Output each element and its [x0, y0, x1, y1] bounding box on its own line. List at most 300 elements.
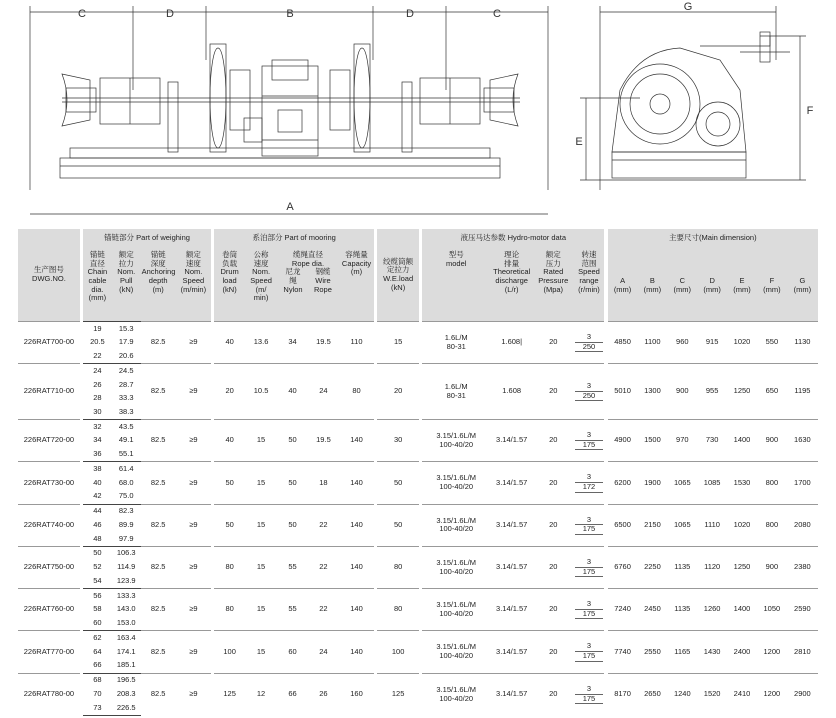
cell-nylon: 50: [277, 462, 308, 504]
speed-range-min: 3: [575, 685, 604, 695]
header-dim-e: E (mm): [727, 247, 757, 322]
cell-dim-f: 800: [757, 504, 787, 546]
cell-anchoring-depth: 82.5: [141, 322, 176, 364]
cell-nom-pull: 15.3: [112, 322, 141, 336]
cell-dim-g: 2810: [787, 631, 818, 673]
cell-dim-g: 1630: [787, 420, 818, 462]
dim-label-d-right: D: [406, 8, 414, 20]
cell-nom-speed-weighing: ≥9: [176, 673, 211, 715]
cell-nom-pull: 97.9: [112, 532, 141, 546]
cell-nom-speed-weighing: ≥9: [176, 589, 211, 631]
cell-nom-pull: 38.3: [112, 405, 141, 419]
cell-hm-model: 3.15/1.6L/M 100-40/20: [422, 673, 490, 715]
cell-nom-speed-mooring: 15: [245, 631, 277, 673]
cell-drum-load: 50: [214, 504, 245, 546]
cell-chain-dia: 28: [93, 393, 102, 403]
cell-dim-f: 1200: [757, 673, 787, 715]
cell-wire-rope: 19.5: [308, 420, 339, 462]
cell-nom-speed-weighing: ≥9: [176, 546, 211, 588]
cell-dim-g: 1700: [787, 462, 818, 504]
cell-dim-b: 2550: [638, 631, 668, 673]
cell-nom-pull: 82.3: [112, 504, 141, 518]
cell-speed-range: [574, 420, 605, 462]
cell-model: 226RAT700-00: [18, 322, 80, 364]
cell-speed-range: [574, 322, 605, 364]
cell-model: 226RAT710-00: [18, 364, 80, 420]
cell-pressure: 20: [533, 420, 574, 462]
cell-dim-d: 955: [697, 364, 727, 420]
speed-range-max: 175: [575, 441, 604, 451]
cell-wire-rope: 22: [308, 546, 339, 588]
cell-model: 226RAT720-00: [18, 420, 80, 462]
cell-nom-pull: 123.9: [112, 574, 141, 588]
cell-nom-speed-weighing: ≥9: [176, 504, 211, 546]
cell-dim-b: 1500: [638, 420, 668, 462]
cell-nom-speed-mooring: 15: [245, 462, 277, 504]
cell-chain-dia: 62: [83, 631, 112, 645]
cell-dim-a: 4850: [608, 322, 638, 364]
cell-chain-dia: 68: [83, 673, 112, 687]
speed-range-min: 3: [575, 333, 604, 343]
cell-model: 226RAT780-00: [18, 673, 80, 715]
cell-dim-f: 1050: [757, 589, 787, 631]
cell-nom-pull: 174.1: [116, 646, 136, 656]
cell-discharge: 1.608: [490, 364, 533, 420]
cell-drum-load: 50: [214, 462, 245, 504]
cell-dim-e: 1400: [727, 589, 757, 631]
cell-hm-model: 3.15/1.6L/M 100-40/20: [422, 420, 490, 462]
cell-nom-pull: 75.0: [112, 490, 141, 504]
cell-discharge: 3.14/1.57: [490, 673, 533, 715]
speed-range-max: 172: [575, 483, 604, 493]
cell-dim-e: 1530: [727, 462, 757, 504]
cell-nom-pull: 89.9: [118, 519, 134, 529]
cell-nom-pull: 114.9: [117, 562, 136, 572]
cell-nom-pull: 196.5: [112, 673, 141, 687]
cell-dim-f: 1200: [757, 631, 787, 673]
cell-model: 226RAT760-00: [18, 589, 80, 631]
cell-dim-c: 1065: [667, 504, 697, 546]
cell-dim-d: 1120: [697, 546, 727, 588]
cell-chain-dia: 34: [93, 435, 102, 445]
header-weighing-group: 锚链部分 Part of weighing: [83, 229, 211, 247]
cell-chain-dia: 40: [93, 477, 102, 487]
cell-model: 226RAT750-00: [18, 546, 80, 588]
cell-dim-c: 1065: [667, 462, 697, 504]
header-dim-c: C (mm): [667, 247, 697, 322]
cell-pressure: 20: [533, 322, 574, 364]
cell-wire-rope: 22: [308, 504, 339, 546]
cell-dim-a: 6500: [608, 504, 638, 546]
header-dim-b: B (mm): [638, 247, 668, 322]
header-nom-pull: 额定 拉力 Nom. Pull (kN): [112, 247, 141, 322]
cell-capacity: 140: [339, 546, 374, 588]
dim-label-g: G: [683, 1, 693, 13]
table-row: [18, 364, 818, 378]
dim-label-d-left: D: [166, 8, 174, 20]
cell-pressure: 20: [533, 546, 574, 588]
cell-dim-d: 730: [697, 420, 727, 462]
cell-chain-dia: 44: [83, 504, 112, 518]
cell-dim-e: 1020: [727, 504, 757, 546]
cell-chain-dia: 42: [83, 490, 112, 504]
cell-nylon: 60: [277, 631, 308, 673]
header-chain-dia: 锚链 直径 Chain cable dia. (mm): [83, 247, 112, 322]
cell-nom-pull: 153.0: [112, 617, 141, 631]
windlass-technical-drawing: [0, 0, 836, 228]
header-speed-range: 转速 范围 Speed range (r/min): [574, 247, 605, 322]
cell-dim-g: 2080: [787, 504, 818, 546]
cell-pressure: 20: [533, 673, 574, 715]
cell-discharge: 3.14/1.57: [490, 462, 533, 504]
cell-dim-a: 6200: [608, 462, 638, 504]
cell-dim-c: 960: [667, 322, 697, 364]
cell-model: 226RAT770-00: [18, 631, 80, 673]
table-row: [18, 420, 818, 434]
table-row: [18, 322, 818, 336]
cell-speed-range: [574, 504, 605, 546]
cell-drum-load: 80: [214, 589, 245, 631]
cell-nom-pull: 55.1: [112, 448, 141, 462]
dim-label-a: A: [286, 201, 294, 213]
cell-drum-load: 20: [214, 364, 245, 420]
windlass-spec-table: [18, 229, 818, 716]
cell-chain-dia: 36: [83, 448, 112, 462]
cell-wire-rope: 26: [308, 673, 339, 715]
dim-label-b: B: [286, 8, 294, 20]
cell-nom-speed-mooring: 15: [245, 504, 277, 546]
cell-wire-rope: 22: [308, 589, 339, 631]
dim-label-c-left: C: [78, 8, 86, 20]
cell-wire-rope: 18: [308, 462, 339, 504]
cell-nom-pull: 68.0: [118, 477, 134, 487]
cell-chain-dia: 46: [93, 519, 102, 529]
table-row: [18, 462, 818, 476]
cell-nom-pull: 17.9: [118, 337, 134, 347]
cell-nom-pull: 133.3: [112, 589, 141, 603]
cell-hm-model: 3.15/1.6L/M 100-40/20: [422, 631, 490, 673]
cell-nom-speed-mooring: 15: [245, 420, 277, 462]
cell-anchoring-depth: 82.5: [141, 546, 176, 588]
speed-range-min: 3: [575, 516, 604, 526]
speed-range-min: 3: [575, 600, 604, 610]
cell-nylon: 50: [277, 420, 308, 462]
speed-range-min: 3: [575, 642, 604, 652]
speed-range-min: 3: [575, 431, 604, 441]
cell-chain-dia: 66: [83, 659, 112, 673]
cell-dim-c: 970: [667, 420, 697, 462]
cell-discharge: 3.14/1.57: [490, 420, 533, 462]
cell-discharge: 1.608|: [490, 322, 533, 364]
spec-table-body: [18, 322, 818, 716]
speed-range-max: 175: [575, 525, 604, 535]
header-dim-g: G (mm): [787, 247, 818, 322]
cell-speed-range: [574, 589, 605, 631]
cell-dim-f: 550: [757, 322, 787, 364]
cell-discharge: 3.14/1.57: [490, 546, 533, 588]
cell-nom-pull: 28.7: [118, 379, 134, 389]
cell-dim-e: 1020: [727, 322, 757, 364]
cell-dim-g: 2590: [787, 589, 818, 631]
cell-nom-speed-mooring: 13.6: [245, 322, 277, 364]
header-discharge: 理论 排量 Theoretical discharge (L/r): [490, 247, 533, 322]
speed-range-max: 175: [575, 610, 604, 620]
cell-wire-rope: 24: [308, 364, 339, 420]
cell-capacity: 80: [339, 364, 374, 420]
cell-discharge: 3.14/1.57: [490, 589, 533, 631]
cell-we-load: 100: [377, 631, 419, 673]
cell-dim-f: 900: [757, 546, 787, 588]
cell-dim-b: 1900: [638, 462, 668, 504]
cell-drum-load: 40: [214, 420, 245, 462]
cell-dim-b: 2250: [638, 546, 668, 588]
speed-range-min: 3: [575, 382, 604, 392]
cell-we-load: 80: [377, 546, 419, 588]
cell-capacity: 140: [339, 589, 374, 631]
cell-nom-pull: 185.1: [112, 659, 141, 673]
cell-nom-speed-mooring: 10.5: [245, 364, 277, 420]
cell-pressure: 20: [533, 504, 574, 546]
cell-discharge: 3.14/1.57: [490, 504, 533, 546]
cell-chain-dia: 50: [83, 546, 112, 560]
cell-dim-g: 1195: [787, 364, 818, 420]
table-row: [18, 504, 818, 518]
speed-range-min: 3: [575, 558, 604, 568]
cell-pressure: 20: [533, 462, 574, 504]
cell-drum-load: 125: [214, 673, 245, 715]
cell-model: 226RAT730-00: [18, 462, 80, 504]
cell-dim-e: 1250: [727, 364, 757, 420]
cell-drum-load: 100: [214, 631, 245, 673]
cell-dim-d: 1110: [697, 504, 727, 546]
cell-we-load: 15: [377, 322, 419, 364]
cell-drum-load: 40: [214, 322, 245, 364]
cell-nom-speed-weighing: ≥9: [176, 420, 211, 462]
cell-nom-pull: 24.5: [112, 364, 141, 378]
cell-chain-dia: 52: [93, 562, 102, 572]
header-model: 生产图号 DWG.NO.: [18, 229, 80, 322]
cell-dim-a: 4900: [608, 420, 638, 462]
cell-we-load: 30: [377, 420, 419, 462]
speed-range-max: 175: [575, 652, 604, 662]
cell-we-load: 50: [377, 462, 419, 504]
speed-range-max: 175: [575, 695, 604, 705]
cell-dim-a: 6760: [608, 546, 638, 588]
cell-speed-range: [574, 631, 605, 673]
cell-speed-range: [574, 546, 605, 588]
cell-chain-dia: 58: [93, 604, 102, 614]
cell-we-load: 50: [377, 504, 419, 546]
dim-label-c-right: C: [493, 8, 501, 20]
cell-chain-dia: 20.5: [90, 337, 105, 347]
table-row: [18, 631, 818, 645]
cell-wire-rope: 19.5: [308, 322, 339, 364]
cell-nylon: 50: [277, 504, 308, 546]
cell-pressure: 20: [533, 364, 574, 420]
cell-dim-a: 8170: [608, 673, 638, 715]
header-rope-dia: [277, 247, 339, 322]
table-row: [18, 546, 818, 560]
cell-dim-g: 2380: [787, 546, 818, 588]
header-mooring-group: 系泊部分 Part of mooring: [214, 229, 374, 247]
cell-dim-a: 7240: [608, 589, 638, 631]
cell-nom-speed-mooring: 15: [245, 589, 277, 631]
cell-dim-e: 2400: [727, 631, 757, 673]
cell-hm-model: 1.6L/M 80-31: [422, 322, 490, 364]
cell-speed-range: [574, 673, 605, 715]
cell-we-load: 80: [377, 589, 419, 631]
header-nylon: 尼龙 绳 Nylon: [283, 267, 303, 294]
cell-chain-dia: 70: [93, 688, 102, 698]
cell-anchoring-depth: 82.5: [141, 420, 176, 462]
cell-chain-dia: 19: [83, 322, 112, 336]
cell-capacity: 110: [339, 322, 374, 364]
cell-nylon: 55: [277, 546, 308, 588]
cell-anchoring-depth: 82.5: [141, 589, 176, 631]
cell-capacity: 140: [339, 504, 374, 546]
cell-chain-dia: 22: [83, 349, 112, 363]
header-we-load: 绞缆筒额 定拉力 W.E.load (kN): [377, 229, 419, 322]
cell-dim-f: 900: [757, 420, 787, 462]
cell-capacity: 140: [339, 462, 374, 504]
cell-nom-speed-weighing: ≥9: [176, 322, 211, 364]
cell-nom-speed-mooring: 15: [245, 546, 277, 588]
cell-anchoring-depth: 82.5: [141, 364, 176, 420]
cell-dim-e: 2410: [727, 673, 757, 715]
cell-dim-e: 1250: [727, 546, 757, 588]
cell-chain-dia: 30: [83, 405, 112, 419]
cell-nom-speed-weighing: ≥9: [176, 462, 211, 504]
cell-drum-load: 80: [214, 546, 245, 588]
cell-hm-model: 3.15/1.6L/M 100-40/20: [422, 462, 490, 504]
cell-nom-pull: 43.5: [112, 420, 141, 434]
header-hydro-group: 液压马达参数 Hydro-motor data: [422, 229, 604, 247]
header-pressure: 额定 压力 Rated Pressure (Mpa): [533, 247, 574, 322]
cell-chain-dia: 26: [93, 379, 102, 389]
cell-hm-model: 3.15/1.6L/M 100-40/20: [422, 504, 490, 546]
header-anchoring-depth: 锚链 深度 Anchoring depth (m): [141, 247, 176, 322]
table-row: [18, 589, 818, 603]
header-nom-speed-weighing: 额定 速度 Nom. Speed (m/min): [176, 247, 211, 322]
cell-dim-g: 2900: [787, 673, 818, 715]
cell-discharge: 3.14/1.57: [490, 631, 533, 673]
header-drum-load: 卷筒 负载 Drum load (kN): [214, 247, 245, 322]
dim-label-f: F: [806, 105, 814, 117]
cell-anchoring-depth: 82.5: [141, 462, 176, 504]
cell-capacity: 140: [339, 420, 374, 462]
cell-dim-c: 1135: [667, 546, 697, 588]
cell-nylon: 34: [277, 322, 308, 364]
cell-nom-pull: 61.4: [112, 462, 141, 476]
header-dim-f: F (mm): [757, 247, 787, 322]
header-hm-model: 型号 model: [422, 247, 490, 322]
cell-nom-speed-weighing: ≥9: [176, 631, 211, 673]
cell-dim-a: 7740: [608, 631, 638, 673]
cell-capacity: 140: [339, 631, 374, 673]
cell-model: 226RAT740-00: [18, 504, 80, 546]
cell-nom-pull: 208.3: [116, 688, 136, 698]
header-dim-a: A (mm): [608, 247, 638, 322]
header-nom-speed-mooring: 公称 速度 Nom. Speed (m/ min): [245, 247, 277, 322]
cell-nom-pull: 226.5: [112, 701, 141, 715]
cell-chain-dia: 64: [93, 646, 102, 656]
cell-anchoring-depth: 82.5: [141, 504, 176, 546]
cell-we-load: 20: [377, 364, 419, 420]
cell-anchoring-depth: 82.5: [141, 673, 176, 715]
speed-range-max: 250: [575, 392, 604, 402]
cell-chain-dia: 60: [83, 617, 112, 631]
cell-dim-d: 915: [697, 322, 727, 364]
cell-nom-pull: 163.4: [112, 631, 141, 645]
cell-nom-pull: 20.6: [112, 349, 141, 363]
cell-nom-pull: 33.3: [118, 393, 134, 403]
header-wire-rope: 钢缆 Wire Rope: [313, 267, 332, 294]
speed-range-max: 250: [575, 343, 604, 353]
header-dim-d: D (mm): [697, 247, 727, 322]
cell-dim-b: 2450: [638, 589, 668, 631]
cell-speed-range: [574, 364, 605, 420]
cell-nylon: 55: [277, 589, 308, 631]
cell-dim-d: 1085: [697, 462, 727, 504]
cell-wire-rope: 24: [308, 631, 339, 673]
cell-dim-b: 2650: [638, 673, 668, 715]
cell-nom-pull: 49.1: [118, 435, 134, 445]
cell-dim-c: 1240: [667, 673, 697, 715]
cell-dim-b: 2150: [638, 504, 668, 546]
cell-nom-speed-weighing: ≥9: [176, 364, 211, 420]
cell-dim-d: 1520: [697, 673, 727, 715]
cell-hm-model: 3.15/1.6L/M 100-40/20: [422, 589, 490, 631]
speed-range-max: 175: [575, 568, 604, 578]
cell-anchoring-depth: 82.5: [141, 631, 176, 673]
cell-chain-dia: 38: [83, 462, 112, 476]
cell-dim-f: 650: [757, 364, 787, 420]
cell-chain-dia: 54: [83, 574, 112, 588]
header-rope-group: 缆绳直径 Rope dia.: [291, 250, 325, 268]
cell-dim-g: 1130: [787, 322, 818, 364]
cell-chain-dia: 73: [83, 701, 112, 715]
cell-dim-a: 5010: [608, 364, 638, 420]
cell-nylon: 40: [277, 364, 308, 420]
dim-label-e: E: [575, 136, 583, 148]
cell-nom-pull: 106.3: [112, 546, 141, 560]
table-row: [18, 673, 818, 687]
cell-capacity: 160: [339, 673, 374, 715]
cell-nom-speed-mooring: 12: [245, 673, 277, 715]
cell-hm-model: 3.15/1.6L/M 100-40/20: [422, 546, 490, 588]
cell-nylon: 66: [277, 673, 308, 715]
header-dimension-group: 主要尺寸(Main dimension): [608, 229, 818, 247]
cell-speed-range: [574, 462, 605, 504]
cell-dim-d: 1260: [697, 589, 727, 631]
cell-dim-b: 1300: [638, 364, 668, 420]
cell-dim-e: 1400: [727, 420, 757, 462]
cell-dim-c: 1165: [667, 631, 697, 673]
speed-range-min: 3: [575, 473, 604, 483]
cell-dim-d: 1430: [697, 631, 727, 673]
cell-pressure: 20: [533, 631, 574, 673]
cell-pressure: 20: [533, 589, 574, 631]
cell-chain-dia: 24: [83, 364, 112, 378]
cell-we-load: 125: [377, 673, 419, 715]
header-capacity: 容绳量 Capacity (m): [339, 247, 374, 322]
cell-nom-pull: 143.0: [116, 604, 136, 614]
cell-hm-model: 1.6L/M 80-31: [422, 364, 490, 420]
cell-dim-b: 1100: [638, 322, 668, 364]
cell-dim-f: 800: [757, 462, 787, 504]
cell-chain-dia: 56: [83, 589, 112, 603]
cell-dim-c: 1135: [667, 589, 697, 631]
